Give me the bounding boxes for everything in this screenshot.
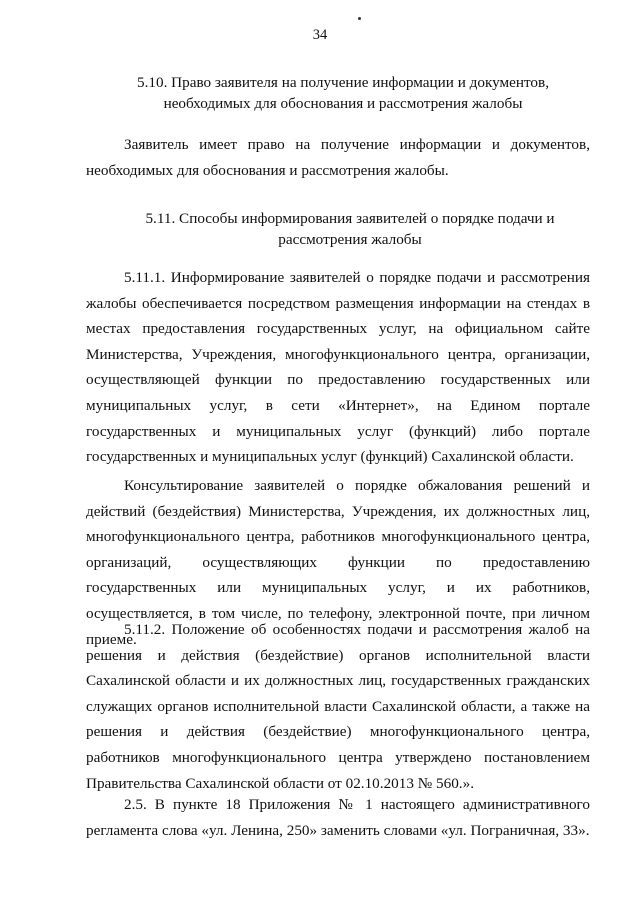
paragraph-5-10-body: Заявитель имеет право на получение информации и документов, необходимых для обоснования и рассмотрения жалобы. xyxy=(86,136,590,179)
paragraph-consulting: Консультирование заявителей о порядке обжалования решений и действий (бездействия) Министерства, Учреждения, их должностных лиц, многофункционального центра, работников многофункционального центра, организаций, осуществляющих функции по предоставлению государственных или муниципальных услуг, и их работников, осуществляется, в том числе, по телефону, электронной почте, при личном приеме. xyxy=(86,477,590,648)
page-number: 34 xyxy=(312,27,328,43)
section-heading-5-10: 5.10. Право заявителя на получение информации и документов, необходимых для обоснования и рассмотрения жалобы xyxy=(137,74,549,112)
paragraph-2-5: 2.5. В пункте 18 Приложения № 1 настоящего административного регламента слова «ул. Ленина, 250» заменить словами «ул. Пограничная, 33». xyxy=(86,796,590,839)
paragraph-5-11-1: 5.11.1. Информирование заявителей о порядке подачи и рассмотрения жалобы обеспечивается посредством размещения информации на стендах в местах предоставления государственных услуг, на официальном сайте Министерства, Учреждения, многофункционального центра, организации, осуществляющей функции по предоставлению государственных или муниципальных услуг, в сети «Интернет», на Едином портале государственных и муниципальных услуг (функций) либо портале государственных и муниципальных услуг (функций) Сахалинской области. xyxy=(86,269,590,466)
scan-speck xyxy=(358,17,361,20)
paragraph-5-11-2: 5.11.2. Положение об особенностях подачи и рассмотрения жалоб на решения и действия (бездействие) органов исполнительной власти Сахалинской области и их должностных лиц, государственных гражданских служащих органов исполнительной власти Сахалинской области, а также на решения и действия (бездействие) многофункционального центра, работников многофункционального центра утверждено постановлением Правительства Сахалинской области от 02.10.2013 № 560.». xyxy=(86,621,590,792)
section-heading-5-11: 5.11. Способы информирования заявителей о порядке подачи и рассмотрения жалобы xyxy=(145,210,555,248)
